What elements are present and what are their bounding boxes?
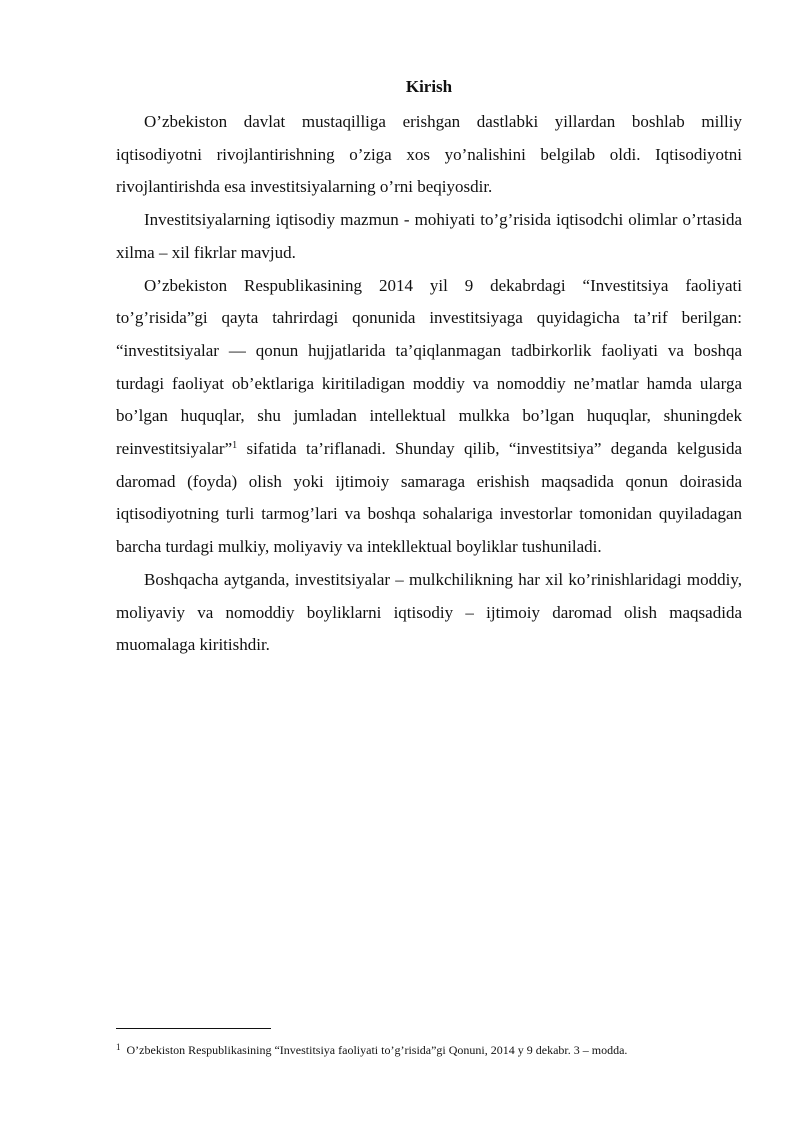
footnote-reference[interactable]: 1	[232, 440, 238, 452]
footnote-separator	[116, 1028, 271, 1029]
paragraph-4: Boshqacha aytganda, investitsiyalar – mulkchilikning har xil ko’rinishlaridagi moddiy, moliyaviy va nomoddiy boyliklarni iqtisodiy – ijtimoiy daromad olish maqsadida muomalaga kiritishdir.	[116, 569, 742, 655]
document-body	[116, 76, 742, 662]
page-title: Kirish	[405, 77, 453, 96]
paragraph-3-text-start: O’zbekiston Respublikasining 2014 yil 9 dekabrdagi “Investitsiya faoliyati to’g’risida”gi qayta tahrirdagi qonunida investitsiyaga quyidagicha ta’rif berilgan: “investitsiyalar — qonun hujjatlarida ta’qiqlanmagan tadbirkorlik faoliyati va boshqa turdagi faoliyat ob’ektlariga kiritiladigan moddiy va nomoddiy ne’matlar hamda ularga bo’lgan huquqlar, shu jumladan intellektual mulkka bo’lgan huquqlar, shuningdek reinvestitsiyalar”	[116, 275, 742, 459]
paragraph-1: O’zbekiston davlat mustaqilliga erishgan dastlabki yillardan boshlab milliy iqtisodiyotni rivojlantirishning o’ziga xos yo’nalishini belgilab oldi. Iqtisodiyotni rivojlantirishda esa investitsiyalarning o’rni beqiyosdir.	[116, 112, 742, 197]
paragraph-3	[116, 270, 742, 564]
footnote-mark: 1	[116, 1042, 121, 1052]
footnote	[116, 1039, 756, 1058]
footnote-text: O’zbekiston Respublikasining “Investitsiya faoliyati to’g’risida”gi Qonuni, 2014 y 9 dekabr. 3 – modda.	[126, 1043, 628, 1057]
paragraph-3-text-end: sifatida ta’riflanadi. Shunday qilib, “investitsiya” deganda kelgusida daromad (foyda) olish yoki ijtimoiy samaraga erishish maqsadida qonun doirasida iqtisodiyotning turli tarmog’lari va boshqa sohalariga investorlar tomonidan quyiladagan barcha turdagi mulkiy, moliyaviy va intekllektual boyliklar tushuniladi.	[116, 439, 742, 557]
paragraph-2: Investitsiyalarning iqtisodiy mazmun - mohiyati to’g’risida iqtisodchi olimlar o’rtasida xilma – xil fikrlar mavjud.	[116, 210, 742, 262]
